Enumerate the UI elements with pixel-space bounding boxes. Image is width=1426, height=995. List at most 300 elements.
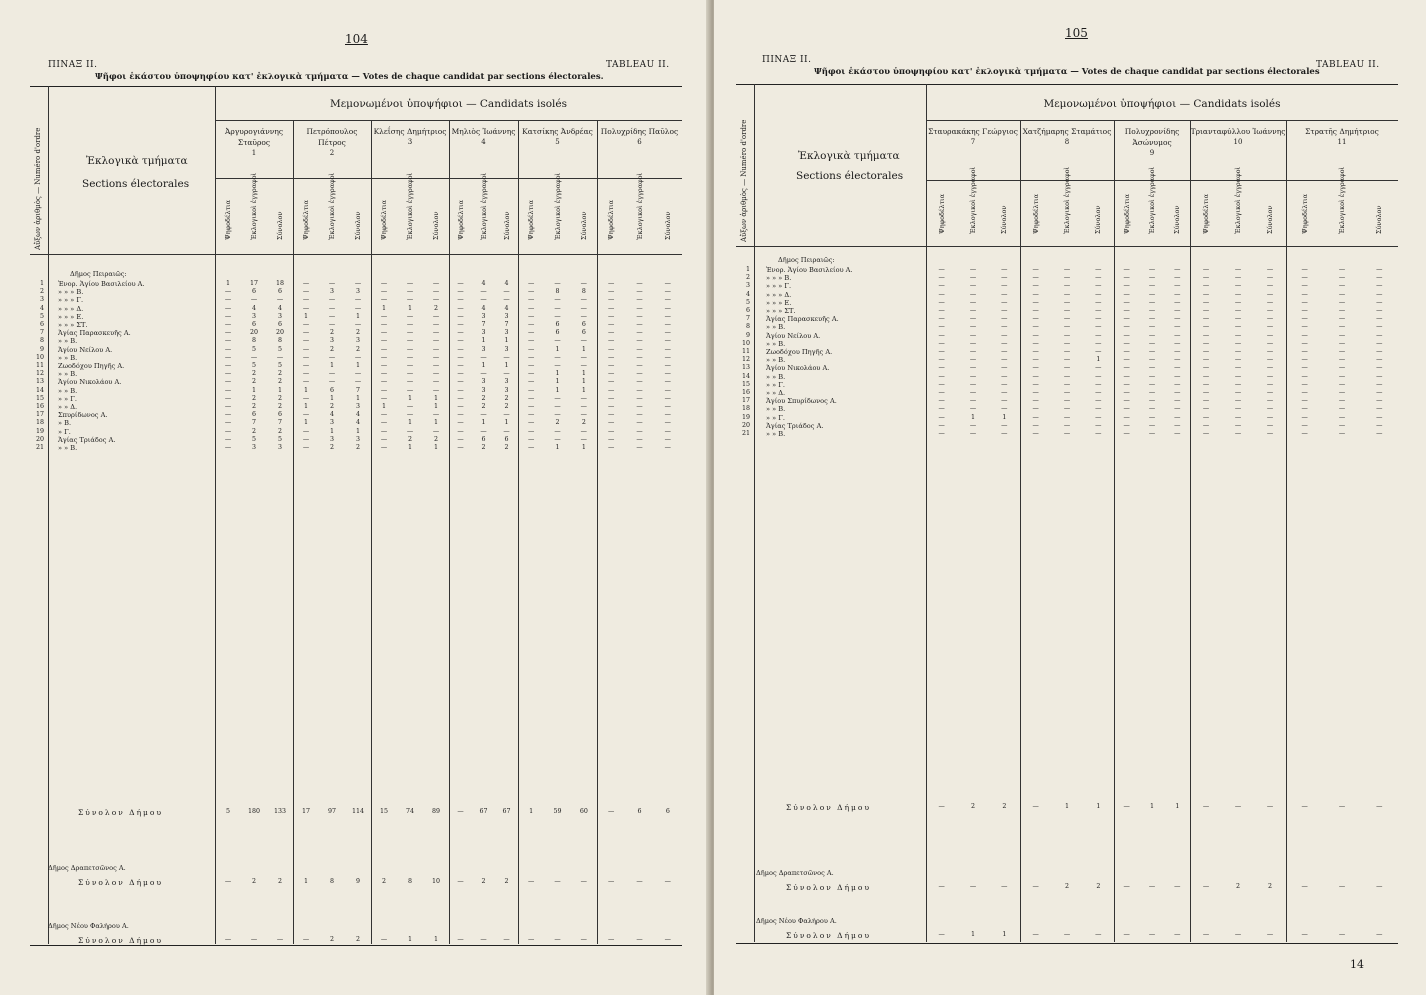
vote-cell: — xyxy=(608,280,615,287)
vote-cell: 2 xyxy=(504,394,509,402)
vote-cell: 1 xyxy=(504,337,509,345)
vote-cell: — xyxy=(1266,266,1274,273)
vote-cell: — xyxy=(1202,421,1210,429)
vote-cell: — xyxy=(1148,348,1156,355)
vote-cell: — xyxy=(969,290,977,298)
vote-cell: 6 xyxy=(251,321,256,328)
vote-cell: — xyxy=(1301,307,1308,314)
total-cell: — xyxy=(528,936,535,943)
vote-cell: — xyxy=(503,353,510,361)
vote-cell: 2 xyxy=(277,378,282,386)
total-cell: — xyxy=(608,808,615,815)
vote-cell: — xyxy=(1032,348,1039,355)
vote-cell: — xyxy=(664,288,671,296)
vote-cell: 2 xyxy=(277,394,282,402)
vote-cell: — xyxy=(1234,290,1242,298)
vote-cell: 17 xyxy=(249,280,258,287)
vote-cell: 1 xyxy=(555,370,560,378)
vote-cell: — xyxy=(1234,339,1242,347)
row-number: 9 xyxy=(39,345,44,353)
vote-cell: — xyxy=(938,397,945,405)
vote-cell: — xyxy=(969,405,977,413)
vote-cell: — xyxy=(1001,323,1008,331)
vote-cell: 6 xyxy=(504,435,509,443)
subcolumn-label: Ψηφοδέλτια xyxy=(527,200,536,240)
vote-cell: — xyxy=(302,337,310,345)
vote-cell: — xyxy=(380,362,388,369)
vote-cell: 1 xyxy=(277,386,282,394)
vote-cell: — xyxy=(1123,307,1130,314)
vote-cell: — xyxy=(1376,356,1383,364)
vote-cell: — xyxy=(528,312,535,320)
vote-cell: — xyxy=(1032,331,1039,339)
vote-cell: 1 xyxy=(970,413,975,421)
side-header: Αὔξων ἀριθμὸς — Numéro d'ordre xyxy=(740,119,748,242)
vote-cell: — xyxy=(1063,364,1071,372)
vote-cell: — xyxy=(1032,421,1039,429)
vote-cell: 20 xyxy=(275,329,284,337)
section-label: » » » Ε. xyxy=(766,298,792,307)
total-cell: — xyxy=(1148,883,1156,890)
vote-cell: — xyxy=(636,403,643,410)
total-cell: 1 xyxy=(433,936,438,943)
vote-cell: — xyxy=(554,394,561,402)
vote-cell: — xyxy=(1001,282,1008,290)
total-cell: 9 xyxy=(355,878,360,885)
vote-cell: — xyxy=(480,411,487,419)
vote-cell: — xyxy=(406,312,414,320)
vote-cell: — xyxy=(1266,356,1274,364)
vote-cell: — xyxy=(406,411,414,419)
vote-cell: — xyxy=(1338,307,1346,314)
vote-cell: — xyxy=(1376,405,1383,413)
vote-cell: — xyxy=(608,296,615,304)
total-cell: 10 xyxy=(431,878,440,885)
vote-cell: — xyxy=(1202,372,1210,380)
vote-cell: 2 xyxy=(251,394,256,402)
vote-cell: — xyxy=(1123,282,1130,290)
row-number: 12 xyxy=(35,370,44,378)
vote-cell: — xyxy=(1301,405,1308,413)
vote-cell: — xyxy=(1032,307,1039,314)
vote-cell: 4 xyxy=(277,304,282,312)
vote-cell: — xyxy=(302,394,310,402)
vote-cell: — xyxy=(503,411,510,419)
subcolumn-label: Σύνολον xyxy=(432,211,440,240)
vote-cell: — xyxy=(1301,380,1308,388)
vote-cell: — xyxy=(1032,397,1039,405)
section-label: » » » Β. xyxy=(766,274,792,283)
vote-cell: — xyxy=(969,389,977,396)
vote-cell: — xyxy=(406,370,414,378)
subcolumn-label: Ψηφοδέλτια xyxy=(456,200,465,240)
vote-cell: — xyxy=(528,370,535,378)
vote-cell: — xyxy=(457,362,464,369)
vote-cell: — xyxy=(1123,290,1130,298)
total-cell: — xyxy=(302,936,310,943)
total-cell: — xyxy=(1234,931,1242,938)
total-cell: — xyxy=(1301,803,1308,810)
vote-cell: — xyxy=(1202,282,1210,290)
vote-cell: — xyxy=(1123,331,1130,339)
vote-cell: — xyxy=(1266,323,1274,331)
row-number: 5 xyxy=(745,298,750,306)
candidate-number: 5 xyxy=(555,138,560,146)
subcolumn-label: Ψηφοδέλτια xyxy=(607,200,616,240)
total-cell: — xyxy=(580,878,587,885)
vote-cell: — xyxy=(224,378,232,386)
vote-cell: — xyxy=(302,362,310,369)
row-number: 3 xyxy=(39,296,44,304)
vote-cell: — xyxy=(1001,380,1008,388)
vote-cell: — xyxy=(302,345,310,353)
vote-cell: — xyxy=(1063,348,1071,355)
vote-cell: 2 xyxy=(481,403,486,410)
row-number: 1 xyxy=(39,280,44,287)
vote-cell: 6 xyxy=(277,321,282,328)
vote-cell: — xyxy=(1202,380,1210,388)
vote-cell: — xyxy=(354,304,362,312)
vote-cell: 6 xyxy=(277,288,282,296)
total-cell: 114 xyxy=(351,808,365,815)
vote-cell: — xyxy=(1376,421,1383,429)
total-cell: — xyxy=(224,936,232,943)
vote-cell: — xyxy=(554,411,561,419)
vote-cell: — xyxy=(1123,364,1130,372)
vote-cell: — xyxy=(1063,372,1071,380)
total-cell: — xyxy=(580,936,587,943)
vote-cell: — xyxy=(224,288,232,296)
total-cell: 1 xyxy=(1002,931,1007,938)
vote-cell: — xyxy=(528,280,535,287)
vote-cell: — xyxy=(1301,266,1308,273)
candidate-header xyxy=(518,126,597,148)
vote-cell: 1 xyxy=(433,419,438,427)
row-number: 6 xyxy=(745,307,750,314)
vote-cell: — xyxy=(380,378,388,386)
vote-cell: — xyxy=(432,353,440,361)
vote-cell: — xyxy=(1032,372,1039,380)
vote-cell: — xyxy=(380,444,388,451)
vote-cell: — xyxy=(1234,421,1242,429)
vote-cell: — xyxy=(636,304,643,312)
vote-cell: — xyxy=(1301,421,1308,429)
vote-cell: — xyxy=(380,296,388,304)
vote-cell: — xyxy=(1095,413,1102,421)
vote-cell: — xyxy=(636,321,643,328)
vote-cell: — xyxy=(554,353,561,361)
vote-cell: — xyxy=(302,370,310,378)
vote-cell: 8 xyxy=(555,288,560,296)
vote-cell: — xyxy=(432,321,440,328)
vote-cell: — xyxy=(969,397,977,405)
vote-cell: — xyxy=(1032,339,1039,347)
total-cell: — xyxy=(554,936,561,943)
vote-cell: 2 xyxy=(481,444,486,451)
vote-cell: — xyxy=(1266,274,1274,282)
vote-cell: — xyxy=(938,405,945,413)
vote-cell: — xyxy=(406,329,414,337)
vote-cell: — xyxy=(1123,339,1130,347)
vote-cell: — xyxy=(938,421,945,429)
vote-cell: — xyxy=(1266,298,1274,306)
subcolumn-label: Ἐκλογικοὶ ἐγγραφοὶ xyxy=(1063,166,1071,234)
vote-cell: — xyxy=(969,298,977,306)
vote-cell: — xyxy=(664,304,671,312)
vote-cell: 2 xyxy=(329,329,334,337)
vote-cell: — xyxy=(1148,298,1156,306)
total-cell: — xyxy=(1123,931,1130,938)
vote-cell: — xyxy=(1123,405,1130,413)
vote-cell: — xyxy=(1148,331,1156,339)
vote-cell: — xyxy=(1301,364,1308,372)
vote-cell: — xyxy=(528,321,535,328)
vote-cell: — xyxy=(938,356,945,364)
vote-cell: — xyxy=(608,321,615,328)
candidate-name: Σταυρακάκης Γεώργιος xyxy=(928,127,1018,136)
candidate-header xyxy=(1020,126,1114,148)
vote-cell: — xyxy=(1095,307,1102,314)
subcolumn-label: Σύνολον xyxy=(579,211,588,240)
vote-cell: — xyxy=(1234,364,1242,372)
vote-cell: 2 xyxy=(329,345,334,353)
section-label: » » Β. xyxy=(766,405,786,414)
vote-cell: — xyxy=(1376,266,1383,273)
row-number: 4 xyxy=(745,290,750,298)
vote-cell: — xyxy=(1234,266,1242,273)
vote-cell: 3 xyxy=(329,337,334,345)
vote-cell: — xyxy=(302,411,310,419)
vote-cell: — xyxy=(1338,389,1346,396)
section-label: » » » ΣΤ. xyxy=(58,321,88,329)
total-cell: 2 xyxy=(355,936,360,943)
vote-cell: — xyxy=(1338,397,1346,405)
subcolumn-label: Σύνολον xyxy=(1173,205,1182,234)
vote-cell: — xyxy=(406,280,414,287)
total-cell: — xyxy=(1063,931,1071,938)
row-number: 13 xyxy=(35,378,44,386)
vote-cell: — xyxy=(608,444,615,451)
vote-cell: — xyxy=(1234,389,1242,396)
row-number: 2 xyxy=(39,288,44,296)
total-cell: — xyxy=(1338,931,1346,938)
vote-cell: — xyxy=(1234,405,1242,413)
vote-cell: — xyxy=(224,394,232,402)
vote-cell: — xyxy=(328,370,336,378)
vote-cell: 4 xyxy=(329,411,334,419)
section-label: » » » Ε. xyxy=(58,312,84,321)
vote-cell: — xyxy=(224,403,232,410)
total-cell: — xyxy=(554,878,561,885)
vote-cell: — xyxy=(1095,298,1102,306)
subcolumn-label: Σύνολον xyxy=(1094,205,1103,234)
vote-cell: — xyxy=(1301,274,1308,282)
vote-cell: — xyxy=(1202,331,1210,339)
vote-cell: — xyxy=(1376,282,1383,290)
vote-cell: — xyxy=(224,296,232,304)
vote-cell: — xyxy=(1148,364,1156,372)
vote-cell: 5 xyxy=(251,435,256,443)
vote-cell: — xyxy=(1063,290,1071,298)
vote-cell: — xyxy=(1148,315,1156,323)
vote-cell: — xyxy=(1063,298,1071,306)
vote-cell: — xyxy=(354,296,362,304)
section-label: » » Β. xyxy=(58,353,78,362)
vote-cell: — xyxy=(580,296,587,304)
vote-cell: — xyxy=(432,411,440,419)
vote-cell: — xyxy=(608,329,615,337)
total-cell: — xyxy=(1123,883,1130,890)
vote-cell: 3 xyxy=(504,312,509,320)
vote-cell: 1 xyxy=(355,362,360,369)
vote-cell: — xyxy=(503,288,510,296)
total-cell: — xyxy=(1376,883,1383,890)
row-number: 13 xyxy=(741,364,750,372)
total-cell: 59 xyxy=(553,808,562,815)
subcolumn-label: Σύνολον xyxy=(276,211,284,240)
vote-cell: — xyxy=(1032,298,1039,306)
vote-cell: — xyxy=(664,337,671,345)
vote-cell: — xyxy=(938,290,945,298)
vote-cell: 2 xyxy=(251,403,256,410)
subcolumn-label: Ἐκλογικοὶ ἐγγραφοὶ xyxy=(635,172,644,240)
vote-cell: — xyxy=(224,362,232,369)
vote-cell: 6 xyxy=(329,386,334,394)
vote-cell: — xyxy=(1174,348,1181,355)
vote-cell: — xyxy=(580,362,587,369)
vote-cell: 1 xyxy=(581,386,586,394)
vote-cell: 1 xyxy=(381,304,386,312)
row-number: 16 xyxy=(35,403,44,410)
total-cell: — xyxy=(1148,931,1156,938)
row-number: 19 xyxy=(741,413,750,421)
section-label: » » Β. xyxy=(766,339,786,348)
vote-cell: 3 xyxy=(251,444,256,451)
vote-cell: — xyxy=(380,280,388,287)
vote-cell: — xyxy=(1001,389,1008,396)
vote-cell: — xyxy=(1338,315,1346,323)
total-cell: — xyxy=(1095,931,1102,938)
municipality-label: Δῆμος Δραπετσῶνος Α. xyxy=(48,864,126,872)
section-label: Ἁγίου Νικολάου Α. xyxy=(58,378,122,387)
total-cell: — xyxy=(1301,931,1308,938)
subcolumn-label: Σύνολον xyxy=(502,211,511,240)
total-cell: 89 xyxy=(431,808,440,815)
total-cell: — xyxy=(528,878,535,885)
table-label-fr: TABLEAU II. xyxy=(606,60,670,70)
vote-cell: — xyxy=(503,296,510,304)
total-cell: — xyxy=(1338,883,1346,890)
vote-cell: — xyxy=(1123,397,1130,405)
vote-cell: — xyxy=(1338,364,1346,372)
vote-cell: — xyxy=(608,411,615,419)
vote-cell: 1 xyxy=(407,394,412,402)
vote-cell: — xyxy=(457,321,464,328)
total-label: Σύνολον Δήμου xyxy=(78,808,164,817)
vote-cell: — xyxy=(1234,274,1242,282)
vote-cell: — xyxy=(1095,405,1102,413)
municipality-label: Δῆμος Πειραιῶς: xyxy=(778,256,835,264)
footer-number: 14 xyxy=(1350,958,1364,971)
vote-cell: — xyxy=(1001,397,1008,405)
vote-cell: — xyxy=(457,304,464,312)
vote-cell: — xyxy=(1338,298,1346,306)
vote-cell: — xyxy=(664,353,671,361)
section-label: Ἁγίου Νείλου Α. xyxy=(58,345,113,354)
vote-cell: — xyxy=(1301,372,1308,380)
section-label: » » Β. xyxy=(58,444,78,452)
vote-cell: — xyxy=(328,321,336,328)
section-label: » » Β. xyxy=(58,337,78,346)
vote-cell: — xyxy=(969,315,977,323)
vote-cell: — xyxy=(1063,266,1071,273)
total-cell: — xyxy=(608,936,615,943)
vote-cell: — xyxy=(1266,405,1274,413)
row-number: 5 xyxy=(39,312,44,320)
vote-cell: 1 xyxy=(481,419,486,427)
vote-cell: 1 xyxy=(407,304,412,312)
total-cell: — xyxy=(1202,883,1210,890)
vote-cell: — xyxy=(664,444,671,451)
vote-cell: — xyxy=(1063,413,1071,421)
vote-cell: — xyxy=(1376,323,1383,331)
subcolumn-label: Ἐκλογικοὶ ἐγγραφοὶ xyxy=(1234,166,1242,234)
vote-cell: — xyxy=(1234,331,1242,339)
vote-cell: — xyxy=(969,331,977,339)
candidate-number: 8 xyxy=(1064,138,1070,146)
vote-cell: — xyxy=(580,435,587,443)
section-label: » » Δ. xyxy=(58,403,78,411)
section-label: » » » Δ. xyxy=(58,304,84,313)
vote-cell: 6 xyxy=(581,321,586,328)
subcolumn-label: Σύνολον xyxy=(663,211,672,240)
vote-cell: 6 xyxy=(555,329,560,337)
vote-cell: — xyxy=(480,353,487,361)
subcolumn-label: Ψηφοδέλτια xyxy=(1300,194,1309,234)
total-cell: 2 xyxy=(970,803,975,810)
vote-cell: — xyxy=(406,337,414,345)
vote-cell: — xyxy=(302,280,310,287)
subcolumn-label: Ψηφοδέλτια xyxy=(224,200,232,240)
vote-cell: — xyxy=(1032,266,1039,273)
total-cell: 2 xyxy=(251,878,256,885)
vote-cell: — xyxy=(528,419,535,427)
vote-cell: — xyxy=(1202,266,1210,273)
vote-cell: — xyxy=(302,435,310,443)
vote-cell: 2 xyxy=(433,304,438,312)
vote-cell: — xyxy=(1063,282,1071,290)
vote-cell: — xyxy=(938,364,945,372)
subcolumn-label: Ψηφοδέλτια xyxy=(1122,194,1131,234)
vote-cell: — xyxy=(554,403,561,410)
candidate-name: Πολυχρονίδης Ἀσώνυμος xyxy=(1124,127,1180,147)
vote-cell: — xyxy=(1148,266,1156,273)
vote-cell: — xyxy=(1063,405,1071,413)
vote-cell: — xyxy=(302,353,310,361)
vote-cell: — xyxy=(1376,290,1383,298)
total-cell: — xyxy=(1376,931,1383,938)
subcolumn-label: Ψηφοδέλτια xyxy=(1202,194,1210,234)
municipality-label: Δῆμος Πειραιῶς: xyxy=(70,270,127,278)
vote-cell: — xyxy=(938,380,945,388)
vote-cell: — xyxy=(1032,380,1039,388)
vote-cell: — xyxy=(457,280,464,287)
sections-fr: Sections électorales xyxy=(796,170,904,182)
vote-cell: — xyxy=(432,296,440,304)
vote-cell: — xyxy=(224,419,232,427)
vote-cell: — xyxy=(636,386,643,394)
vote-cell: — xyxy=(1266,421,1274,429)
